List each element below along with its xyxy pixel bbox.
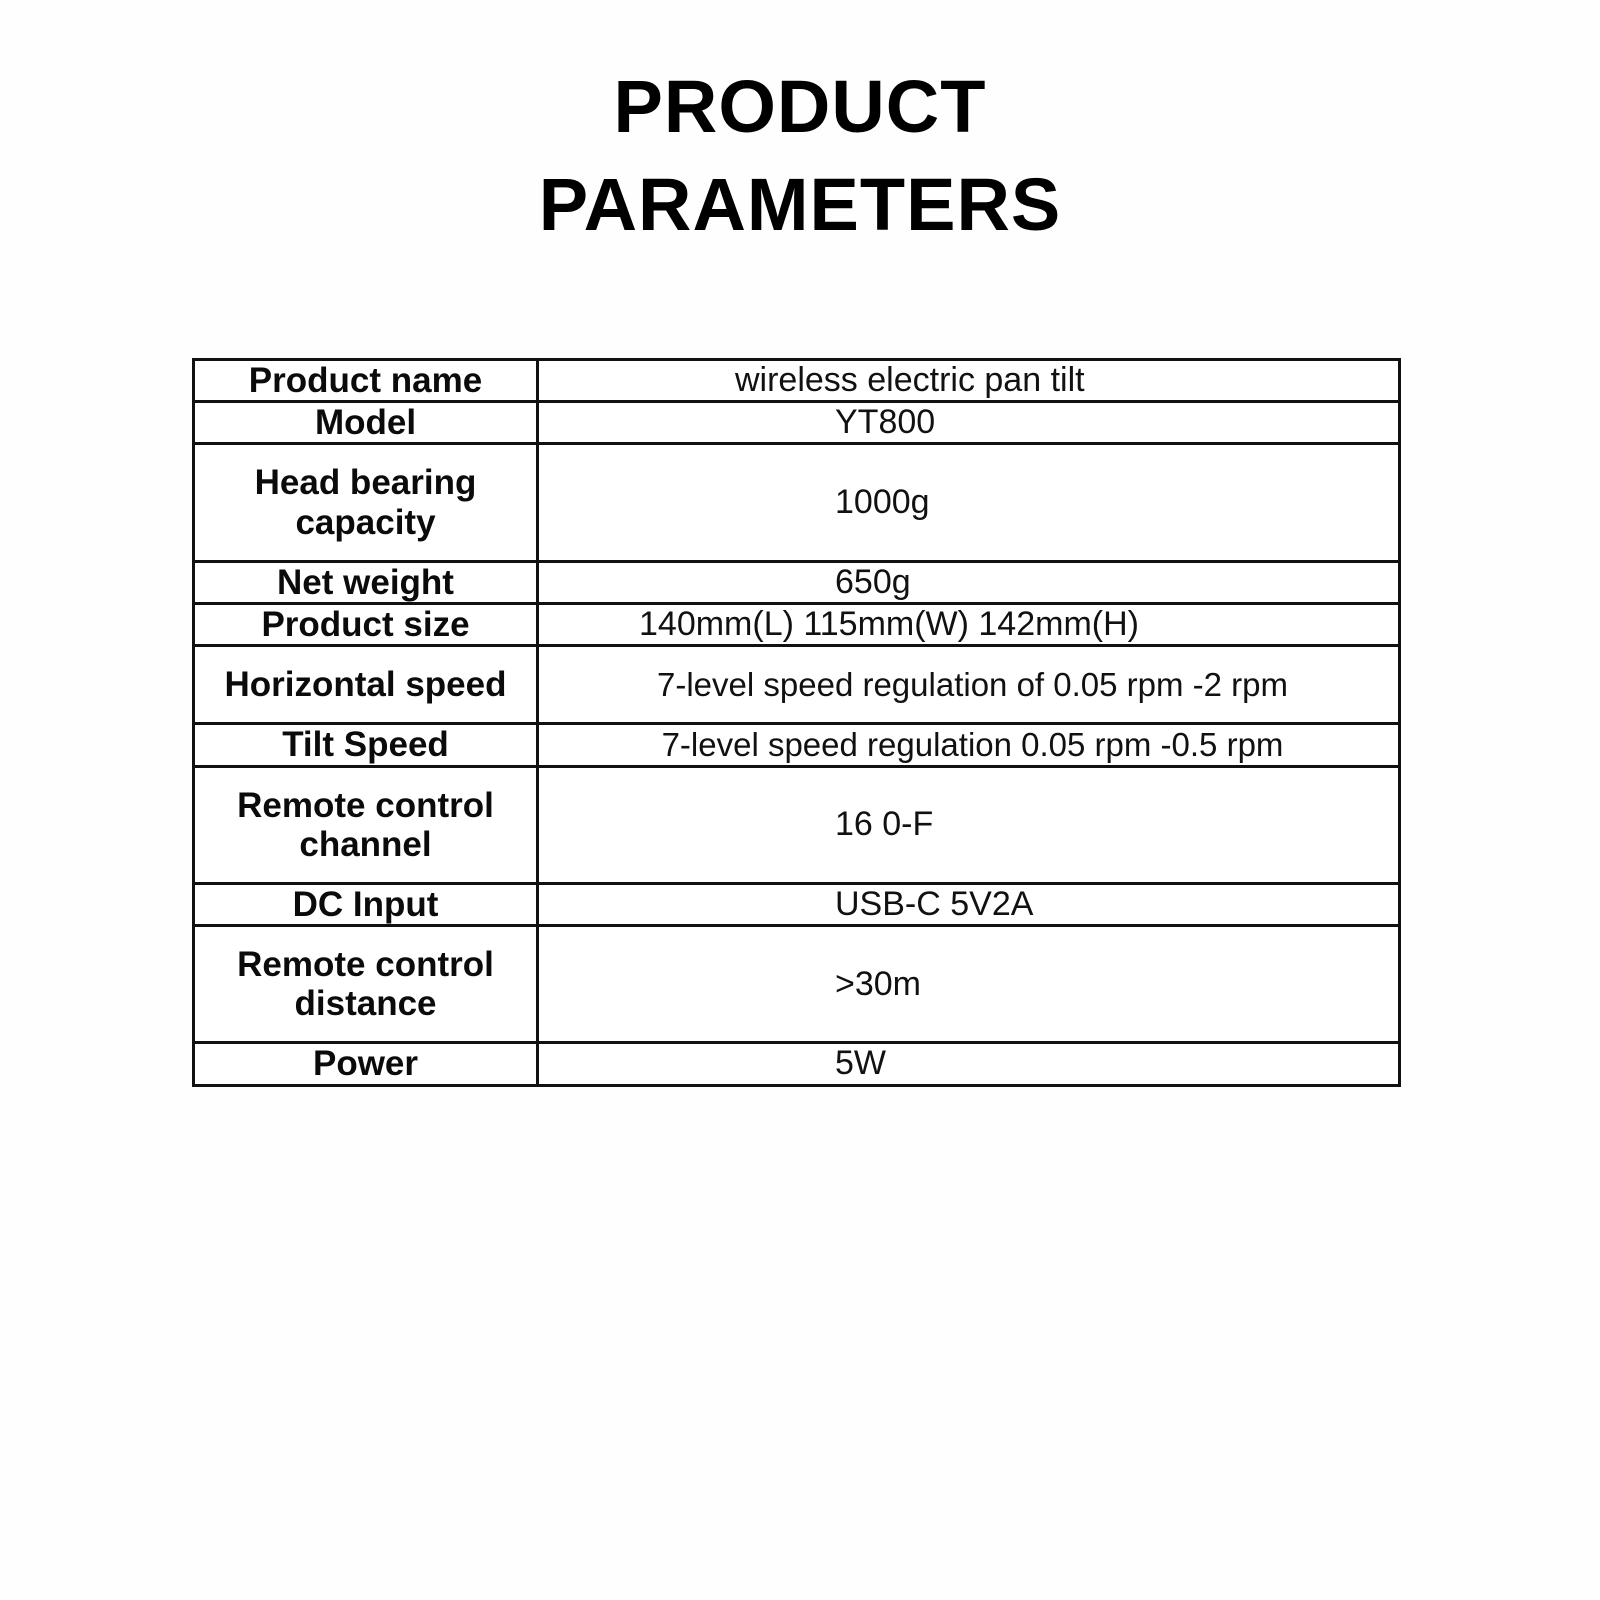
table-row xyxy=(194,603,1400,645)
param-label-dc-input: DC Input xyxy=(194,883,538,925)
param-value-tilt-speed: 7-level speed regulation 0.05 rpm -0.5 rpm xyxy=(538,724,1400,766)
table-row xyxy=(194,724,1400,766)
table-row xyxy=(194,360,1400,402)
param-value-power: 5W xyxy=(538,1043,1400,1085)
param-label-model: Model xyxy=(194,402,538,444)
param-label-tilt-speed: Tilt Speed xyxy=(194,724,538,766)
param-label-net-weight: Net weight xyxy=(194,561,538,603)
param-value-remote-control-channel: 16 0-F xyxy=(538,766,1400,883)
parameters-table-body xyxy=(194,360,1400,1086)
table-row xyxy=(194,883,1400,925)
table-row xyxy=(194,646,1400,724)
param-value-horizontal-speed: 7-level speed regulation of 0.05 rpm -2 rpm xyxy=(538,646,1400,724)
param-value-head-bearing-capacity: 1000g xyxy=(538,444,1400,561)
page-title-line-2: PARAMETERS xyxy=(538,162,1062,246)
param-label-head-bearing-capacity: Head bearing capacity xyxy=(194,444,538,561)
param-value-net-weight: 650g xyxy=(538,561,1400,603)
param-value-remote-control-distance: >30m xyxy=(538,926,1400,1043)
param-label-remote-control-distance: Remote control distance xyxy=(194,926,538,1043)
param-label-remote-control-channel: Remote control channel xyxy=(194,766,538,883)
table-row xyxy=(194,1043,1400,1085)
param-value-dc-input: USB-C 5V2A xyxy=(538,883,1400,925)
table-row xyxy=(194,561,1400,603)
parameters-table xyxy=(192,358,1401,1087)
parameters-table-container xyxy=(192,358,1401,1087)
page-title-line-1: PRODUCT xyxy=(613,65,987,148)
page-title xyxy=(0,0,1600,253)
param-label-product-size: Product size xyxy=(194,603,538,645)
param-value-model: YT800 xyxy=(538,402,1400,444)
table-row xyxy=(194,402,1400,444)
table-row xyxy=(194,926,1400,1043)
param-label-product-name: Product name xyxy=(194,360,538,402)
param-value-product-size: 140mm(L) 115mm(W) 142mm(H) xyxy=(538,603,1400,645)
table-row xyxy=(194,444,1400,561)
table-row xyxy=(194,766,1400,883)
param-value-product-name: wireless electric pan tilt xyxy=(538,360,1400,402)
param-label-power: Power xyxy=(194,1043,538,1085)
param-label-horizontal-speed: Horizontal speed xyxy=(194,646,538,724)
